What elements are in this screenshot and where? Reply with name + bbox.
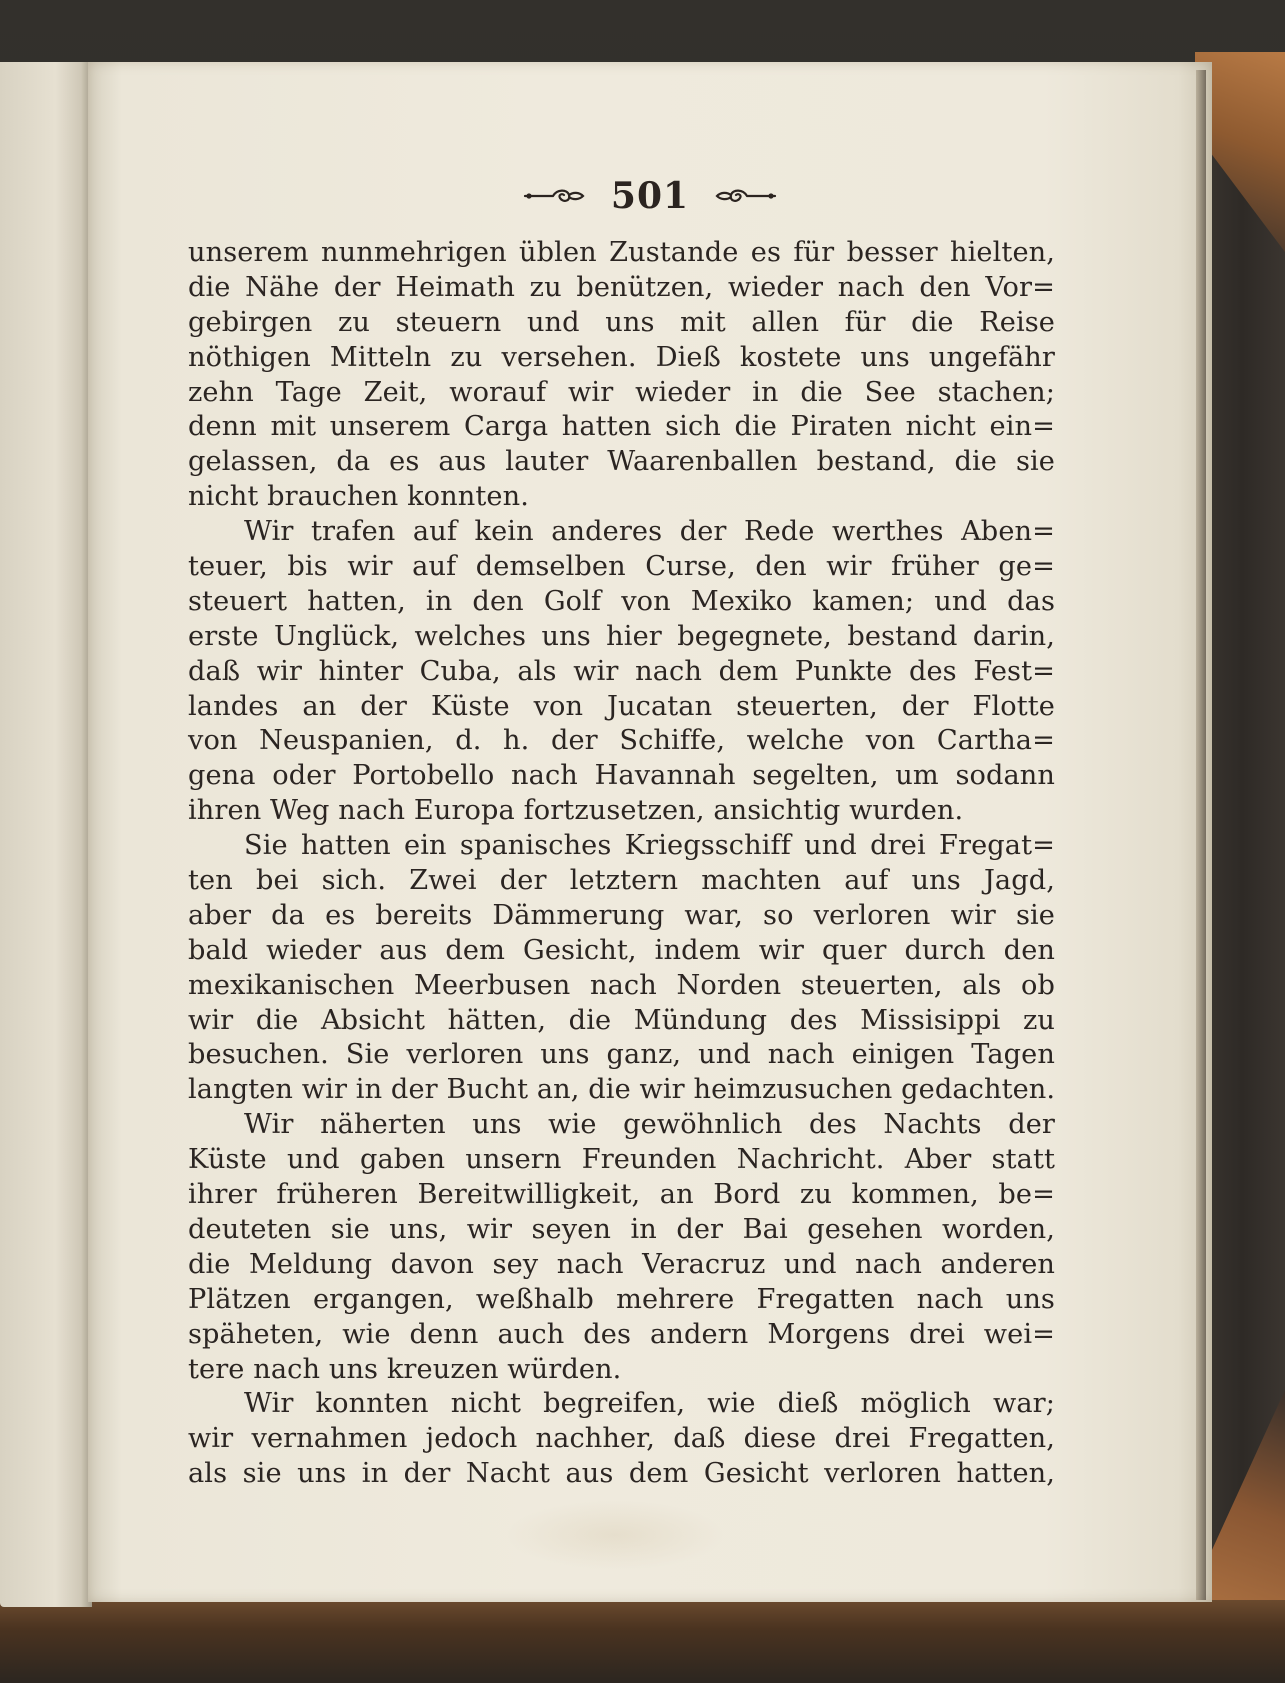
text-line: die Meldung davon sey nach Veracruz und nach anderen xyxy=(188,1248,1055,1280)
book-cover-right xyxy=(1200,55,1285,1615)
text-line: unserem nunmehrigen üblen Zustande es für besser hielten, xyxy=(188,237,1055,268)
text-line: mexikanischen Meerbusen nach Norden steuerten, als ob xyxy=(188,969,1055,1001)
text-line: steuert hatten, in den Golf von Mexiko kamen; und das xyxy=(188,585,1055,617)
text-line: gebirgen zu steuern und uns mit allen für die Reise xyxy=(188,306,1055,338)
ornament-flourish-right-icon xyxy=(715,183,777,209)
text-line: teuer, bis wir auf demselben Curse, den wir früher ge= xyxy=(188,551,1055,583)
text-line: Plätzen ergangen, weßhalb mehrere Fregatten nach uns xyxy=(188,1283,1055,1315)
text-line: ten bei sich. Zwei der letztern machten auf uns Jagd, xyxy=(188,865,1055,897)
page-edge xyxy=(1196,70,1206,1600)
text-line: erste Unglück, welches uns hier begegnete, bestand darin, xyxy=(188,620,1055,652)
ornament-flourish-left-icon xyxy=(523,183,585,209)
text-line: die Nähe der Heimath zu benützen, wieder nach den Vor= xyxy=(188,271,1055,303)
page-header xyxy=(88,168,1212,224)
text-line: Wir trafen auf kein anderes der Rede werthes Aben= xyxy=(244,516,1055,548)
paper-stain xyxy=(505,1500,725,1570)
book-cover-bottom xyxy=(0,1600,1285,1683)
text-line: denn mit unserem Carga hatten sich die Piraten nicht ein= xyxy=(188,411,1055,443)
text-line: späheten, wie denn auch des andern Morgens drei wei= xyxy=(188,1318,1055,1350)
text-line: ihrer früheren Bereitwilligkeit, an Bord zu kommen, be= xyxy=(188,1179,1055,1211)
text-line: Wir näherten uns wie gewöhnlich des Nachts der xyxy=(244,1109,1055,1141)
text-line: nicht brauchen konnten. xyxy=(188,481,529,513)
text-line: als sie uns in der Nacht aus dem Gesicht verloren hatten, xyxy=(188,1458,1055,1490)
text-line: aber da es bereits Dämmerung war, so verloren wir sie xyxy=(188,899,1055,931)
text-line: wir die Absicht hätten, die Mündung des Missisippi zu xyxy=(188,1004,1055,1036)
text-line: langten wir in der Bucht an, die wir heimzusuchen gedachten. xyxy=(188,1074,1056,1106)
text-line: Küste und gaben unsern Freunden Nachricht. Aber statt xyxy=(188,1144,1055,1176)
text-line: wir vernahmen jedoch nachher, daß diese drei Fregatten, xyxy=(188,1423,1055,1455)
text-line: zehn Tage Zeit, worauf wir wieder in die See stachen; xyxy=(188,376,1055,408)
previous-page-edge xyxy=(0,62,92,1607)
text-line: deuteten sie uns, wir seyen in der Bai gesehen worden, xyxy=(188,1213,1055,1245)
text-line: bald wieder aus dem Gesicht, indem wir quer durch den xyxy=(188,934,1055,966)
text-line: tere nach uns kreuzen würden. xyxy=(188,1353,622,1385)
text-line: gelassen, da es aus lauter Waarenballen bestand, die sie xyxy=(188,446,1055,478)
text-line: besuchen. Sie verloren uns ganz, und nach einigen Tagen xyxy=(188,1039,1055,1071)
text-line: von Neuspanien, d. h. der Schiffe, welche von Cartha= xyxy=(188,725,1055,757)
page-number: 501 xyxy=(610,175,690,217)
text-line: gena oder Portobello nach Havannah segelten, um sodann xyxy=(188,760,1055,792)
text-line: Wir konnten nicht begreifen, wie dieß möglich war; xyxy=(244,1388,1055,1420)
body-text xyxy=(188,236,1055,1492)
text-line: Sie hatten ein spanisches Kriegsschiff und drei Fregat= xyxy=(244,830,1055,862)
text-line: nöthigen Mitteln zu versehen. Dieß kostete uns ungefähr xyxy=(188,341,1055,373)
text-line: ihren Weg nach Europa fortzusetzen, ansichtig wurden. xyxy=(188,795,964,827)
text-line: daß wir hinter Cuba, als wir nach dem Punkte des Fest= xyxy=(188,655,1055,687)
text-line: landes an der Küste von Jucatan steuerten, der Flotte xyxy=(188,690,1055,722)
